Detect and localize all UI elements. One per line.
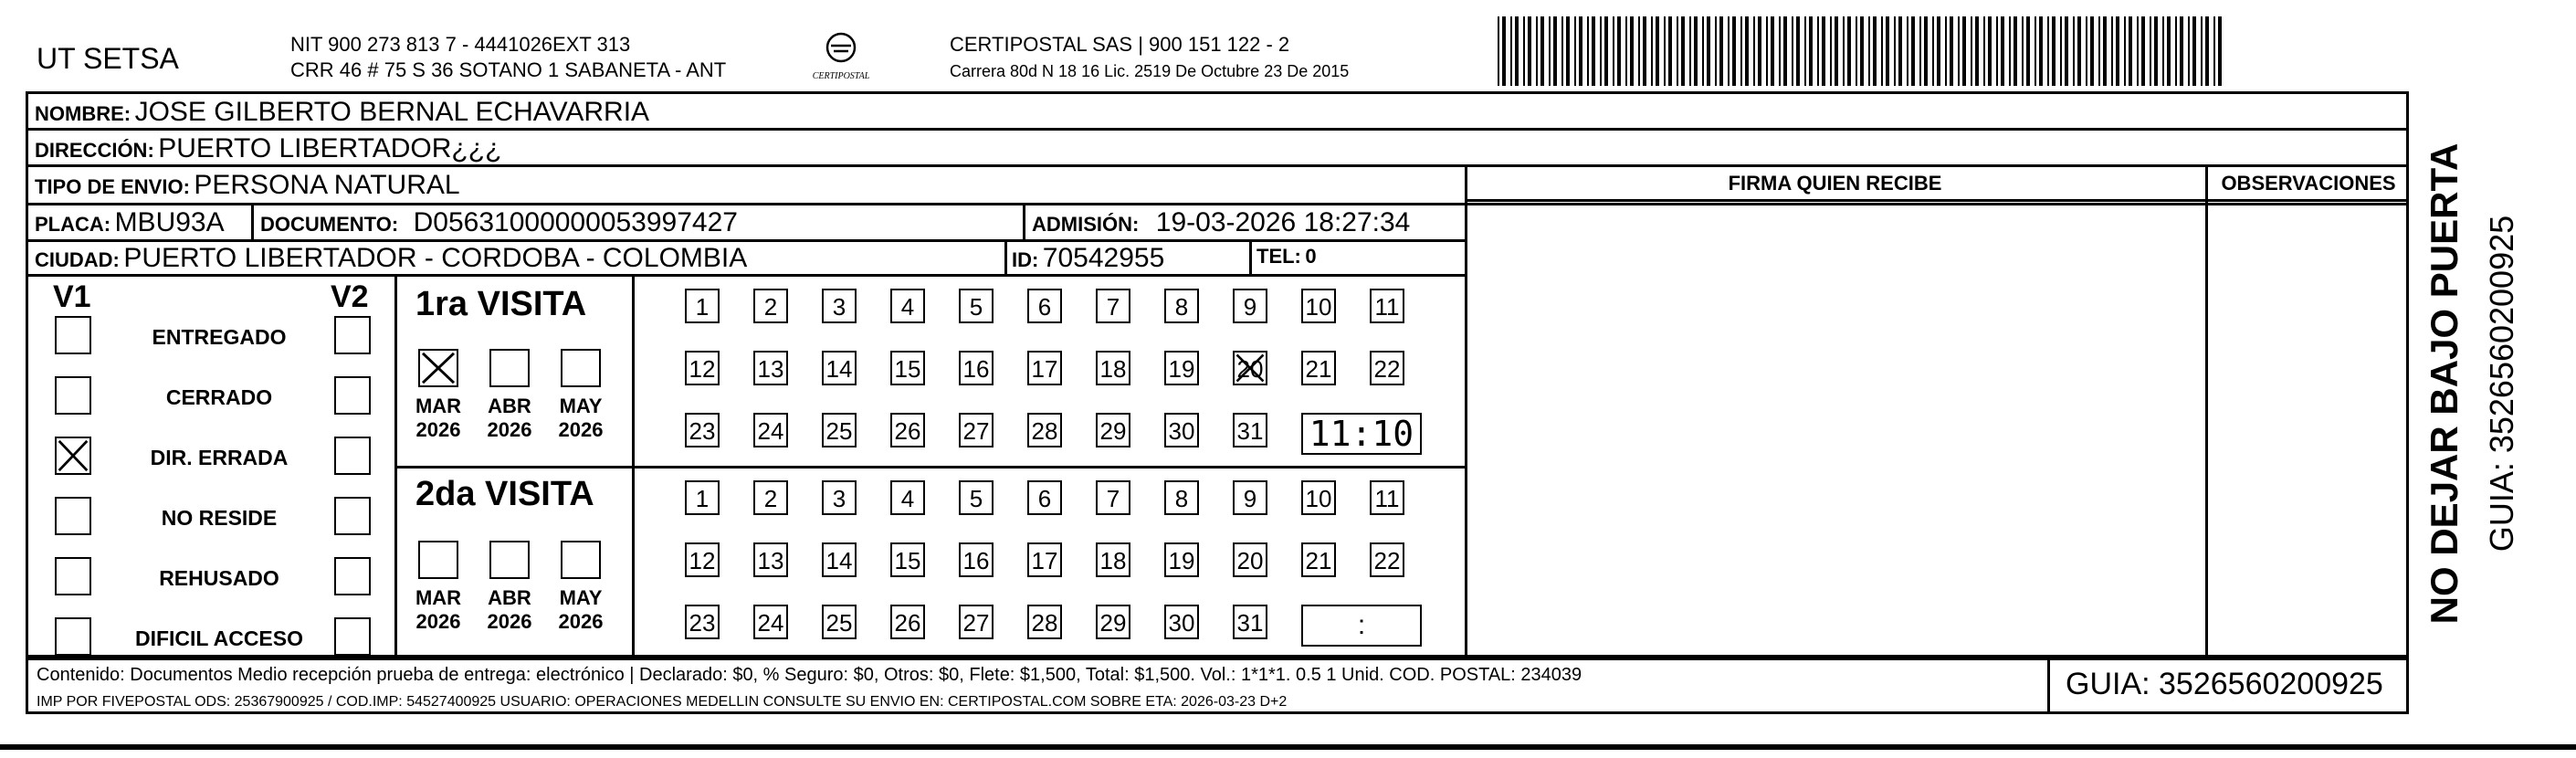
second-visit-title: 2da VISITA (415, 475, 594, 513)
day-box[interactable]: 12 (685, 542, 720, 577)
day-box[interactable]: 13 (753, 542, 788, 577)
day-box[interactable]: 27 (959, 413, 994, 447)
day-box[interactable]: 5 (959, 289, 994, 323)
day-box[interactable]: 15 (890, 542, 925, 577)
observations-header: OBSERVACIONES (2221, 172, 2396, 195)
day-box[interactable]: 27 (959, 605, 994, 639)
day-box[interactable]: 21 (1301, 542, 1336, 577)
day-box[interactable]: 28 (1027, 413, 1062, 447)
day-box[interactable]: 22 (1370, 542, 1404, 577)
day-box[interactable]: 12 (685, 351, 720, 385)
day-box[interactable]: 2 (753, 289, 788, 323)
month-checkbox-abr[interactable] (489, 349, 530, 387)
day-box[interactable]: 15 (890, 351, 925, 385)
city-label: CIUDAD: (35, 248, 120, 271)
city: PUERTO LIBERTADOR - CORDOBA - COLOMBIA (123, 243, 748, 273)
day-box[interactable]: 14 (822, 542, 857, 577)
day-box[interactable]: 3 (822, 480, 857, 515)
month-label: MAR 2026 (415, 586, 462, 633)
day-box[interactable]: 4 (890, 480, 925, 515)
day-box[interactable]: 18 (1096, 351, 1130, 385)
address-label: DIRECCIÓN: (35, 139, 154, 162)
plate-label: PLACA: (35, 213, 111, 236)
day-box[interactable]: 8 (1164, 480, 1199, 515)
day-box[interactable]: 22 (1370, 351, 1404, 385)
v1-label: V1 (53, 279, 91, 314)
admission-date: 19-03-2026 18:27:34 (1155, 207, 1411, 237)
status-label: NO RESIDE (161, 506, 278, 530)
v1-checkbox-4[interactable] (55, 557, 91, 595)
name-row (35, 97, 649, 128)
barcode (1498, 16, 2228, 86)
send-type-row (35, 170, 460, 201)
v1-checkbox-2[interactable] (55, 437, 91, 475)
carrier-name: CERTIPOSTAL SAS | 900 151 122 - 2 (950, 33, 1290, 56)
side-warning: NO DEJAR BAJO PUERTA (2423, 142, 2466, 625)
v1-checkbox-5[interactable] (55, 617, 91, 656)
day-box[interactable]: 24 (753, 605, 788, 639)
month-label: MAR 2026 (415, 395, 462, 441)
v1-checkbox-1[interactable] (55, 376, 91, 415)
v2-checkbox-1[interactable] (334, 376, 371, 415)
plate: MBU93A (114, 207, 225, 237)
document-label: DOCUMENTO: (260, 213, 399, 236)
status-label: DIR. ERRADA (150, 446, 289, 469)
day-box[interactable]: 29 (1096, 413, 1130, 447)
day-box[interactable]: 23 (685, 413, 720, 447)
day-box[interactable]: 4 (890, 289, 925, 323)
company-address: CRR 46 # 75 S 36 SOTANO 1 SABANETA - ANT (290, 58, 727, 81)
plate-row (35, 207, 225, 238)
tel-number: 0 (1305, 245, 1317, 268)
day-box[interactable]: 17 (1027, 542, 1062, 577)
v2-checkbox-5[interactable] (334, 617, 371, 656)
day-box[interactable]: 23 (685, 605, 720, 639)
day-box[interactable]: 1 (685, 289, 720, 323)
day-box[interactable]: 10 (1301, 289, 1336, 323)
document-number: D05631000000053997427 (413, 207, 738, 237)
address-row (35, 133, 501, 164)
document-row (260, 207, 738, 238)
day-box[interactable]: 30 (1164, 413, 1199, 447)
recipient-address: PUERTO LIBERTADOR¿¿¿ (158, 133, 502, 163)
day-box[interactable]: 21 (1301, 351, 1336, 385)
day-box[interactable]: 19 (1164, 542, 1199, 577)
month-label: ABR 2026 (487, 395, 532, 441)
time-box[interactable]: : (1301, 605, 1422, 647)
day-box[interactable]: 16 (959, 351, 994, 385)
side-guide: GUIA: 3526560200925 (2483, 215, 2520, 553)
day-box[interactable]: 3 (822, 289, 857, 323)
day-box[interactable]: 9 (1233, 289, 1267, 323)
day-box[interactable]: 1 (685, 480, 720, 515)
day-box[interactable]: 24 (753, 413, 788, 447)
id-label: ID: (1012, 248, 1039, 271)
logo-text: CERTIPOSTAL (812, 71, 870, 81)
id-row (1012, 243, 1164, 274)
day-box[interactable]: 2 (753, 480, 788, 515)
v2-checkbox-4[interactable] (334, 557, 371, 595)
signature-header: FIRMA QUIEN RECIBE (1728, 172, 1942, 195)
name-label: NOMBRE: (35, 102, 131, 125)
month-label: MAY 2026 (558, 395, 604, 441)
v2-checkbox-2[interactable] (334, 437, 371, 475)
admission-row (1032, 207, 1410, 238)
day-box[interactable]: 31 (1233, 605, 1267, 639)
day-box[interactable]: 28 (1027, 605, 1062, 639)
day-box[interactable]: 20 (1233, 542, 1267, 577)
tel-row (1256, 245, 1317, 268)
month-label: MAY 2026 (558, 586, 604, 633)
day-box[interactable]: 19 (1164, 351, 1199, 385)
month-checkbox-abr[interactable] (489, 541, 530, 579)
day-box[interactable]: 30 (1164, 605, 1199, 639)
day-box[interactable]: 11 (1370, 289, 1404, 323)
footer-print-info: IMP POR FIVEPOSTAL ODS: 25367900925 / COD.IMP: 54527400925 USUARIO: OPERACIONES MEDELLIN CONSULTE SU ENVIO EN: CERTIPOSTAL.COM SOBRE ETA: 2026-03-23 D+2 (37, 694, 1288, 710)
city-row (35, 243, 747, 274)
day-box[interactable]: 5 (959, 480, 994, 515)
day-box[interactable]: 31 (1233, 413, 1267, 447)
day-box[interactable]: 9 (1233, 480, 1267, 515)
send-type-label: TIPO DE ENVIO: (35, 175, 190, 198)
month-checkbox-may[interactable] (561, 541, 601, 579)
day-box[interactable]: 26 (890, 413, 925, 447)
admission-label: ADMISIÓN: (1032, 213, 1140, 236)
company-name: UT SETSA (37, 42, 179, 75)
day-box[interactable]: 7 (1096, 480, 1130, 515)
day-box[interactable]: 14 (822, 351, 857, 385)
v2-label: V2 (331, 279, 369, 314)
status-label: CERRADO (165, 385, 273, 409)
day-box[interactable]: 7 (1096, 289, 1130, 323)
company-nit: NIT 900 273 813 7 - 4441026EXT 313 (290, 33, 631, 56)
month-label: ABR 2026 (487, 586, 532, 633)
v1-checkbox-0[interactable] (55, 316, 91, 354)
status-label: DIFICIL ACCESO (134, 626, 303, 650)
day-box[interactable]: 25 (822, 605, 857, 639)
month-checkbox-mar[interactable] (418, 541, 458, 579)
day-box-marked[interactable]: 20 (1233, 351, 1267, 385)
v2-checkbox-3[interactable] (334, 497, 371, 535)
carrier-license: Carrera 80d N 18 16 Lic. 2519 De Octubre 23 De 2015 (950, 62, 1350, 80)
month-checkbox-may[interactable] (561, 349, 601, 387)
tel-label: TEL: (1256, 245, 1301, 268)
day-box[interactable]: 13 (753, 351, 788, 385)
id-number: 70542955 (1042, 243, 1165, 273)
footer-contents: Contenido: Documentos Medio recepción prueba de entrega: electrónico | Declarado: $0, % Seguro: $0, Otros: $0, Flete: $1,500, Total: $1,500. Vol.: 1*1*1. 0.5 1 Unid. COD. POSTAL: 234039 (37, 665, 1582, 685)
recipient-name: JOSE GILBERTO BERNAL ECHAVARRIA (134, 97, 650, 127)
first-visit-title: 1ra VISITA (415, 285, 587, 323)
certipostal-logo (811, 29, 871, 84)
v2-checkbox-0[interactable] (334, 316, 371, 354)
day-box[interactable]: 25 (822, 413, 857, 447)
day-box[interactable]: 26 (890, 605, 925, 639)
status-label: ENTREGADO (152, 325, 287, 349)
day-box[interactable]: 16 (959, 542, 994, 577)
month-checkbox-mar[interactable] (418, 349, 458, 387)
day-box[interactable]: 6 (1027, 289, 1062, 323)
v1-checkbox-3[interactable] (55, 497, 91, 535)
day-box[interactable]: 11 (1370, 480, 1404, 515)
day-box[interactable]: 6 (1027, 480, 1062, 515)
day-box[interactable]: 29 (1096, 605, 1130, 639)
day-box[interactable]: 10 (1301, 480, 1336, 515)
day-box[interactable]: 17 (1027, 351, 1062, 385)
footer-guide: GUIA: 3526560200925 (2066, 667, 2383, 701)
time-box[interactable]: 11:10 (1301, 413, 1422, 455)
send-type: PERSONA NATURAL (194, 170, 460, 200)
day-box[interactable]: 8 (1164, 289, 1199, 323)
day-box[interactable]: 18 (1096, 542, 1130, 577)
status-label: REHUSADO (159, 566, 279, 590)
